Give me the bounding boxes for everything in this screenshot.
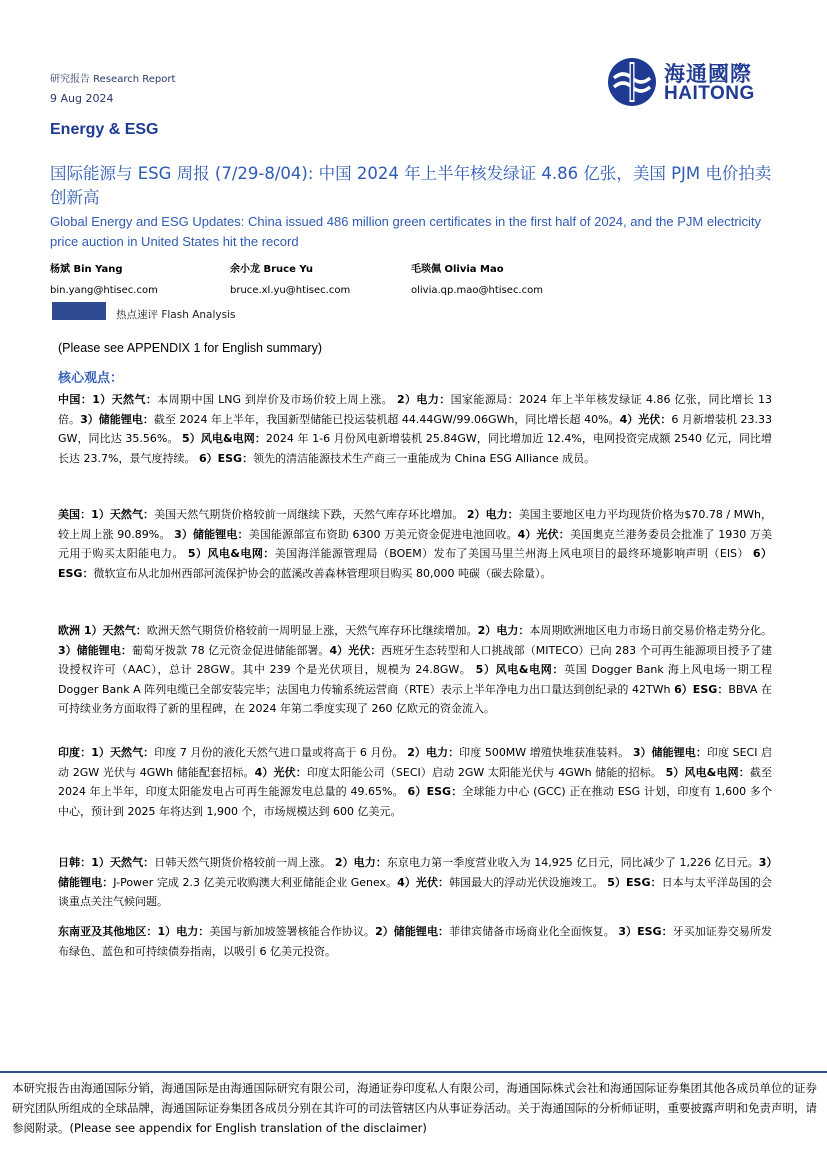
item-label: 2）电力： — [466, 508, 519, 521]
item-text: 印度 500MW 增殖快堆获准装料。 — [459, 746, 630, 759]
item-label: 3）储能锂电： — [80, 412, 154, 426]
item-text: 美国海洋能源管理局（BOEM）发布了美国马里兰州海上风电项目的最终环境影响声明（EIS） — [274, 547, 749, 560]
item-label: 6）ESG： — [674, 682, 729, 696]
item-label: 3）储能锂电： — [632, 746, 707, 759]
item-text: 截至 2024 年上半年，我国新型储能已投运装机超 44.44GW/99.06GWh，同比增长超 40%。 — [153, 412, 620, 426]
region-label: 印度： — [58, 746, 92, 759]
item-text: 美国与新加坡签署核能合作协议。 — [209, 925, 376, 938]
item-label: 1）天然气： — [91, 856, 155, 869]
region-label: 中国： — [58, 393, 93, 406]
report-title-zh: 国际能源与 ESG 周报 (7/29-8/04): 中国 2024 年上半年核发绿证 4.86 亿张，美国 PJM 电价拍卖创新高 — [50, 164, 772, 207]
item-text: 截至 2024 年上半年，印度太阳能发电占可再生能源发电总量的 49.65%。 — [58, 765, 772, 798]
item-text: 国家能源局：2024 年上半年核发绿证 4.86 亿张，同比增长 13 倍。 — [58, 393, 773, 426]
item-text: 东京电力第一季度营业收入为 14,925 亿日元，同比减少了 1,226 亿日元。 — [386, 856, 759, 869]
item-label: 2）电力： — [407, 746, 460, 759]
haitong-logo-icon — [606, 56, 658, 108]
item-label: 1）天然气： — [91, 746, 155, 759]
item-text: 领先的清洁能源技术生产商三一重能成为 China ESG Alliance 成员。 — [253, 451, 596, 465]
item-label: 5）风电&电网： — [475, 663, 565, 676]
item-text: 欧洲天然气期货价格较前一周明显上涨，天然气库存环比继续增加。 — [146, 624, 478, 637]
analyst-name: 毛琰佩 Olivia Mao — [411, 264, 504, 275]
analyst-name: 杨斌 Bin Yang — [50, 264, 123, 275]
analyst-email[interactable]: bruce.xl.yu@htisec.com — [230, 285, 351, 296]
item-label: 5）ESG： — [607, 875, 662, 889]
item-label: 5）风电&电网： — [182, 432, 266, 445]
region-label: 东南亚及其他地区： — [58, 925, 158, 938]
item-text: 日韩天然气期货价格较前一周上涨。 — [154, 856, 332, 869]
item-text: 美国主要地区电力平均现货价格为$70.78 / MWh，较上周上涨 90.89%。 — [58, 508, 773, 541]
item-label: 4）光伏： — [329, 643, 382, 657]
item-label: 2）储能锂电： — [375, 925, 450, 938]
item-text: 全球能力中心 (GCC) 正在推动 ESG 计划，印度有 1,600 多个中心，预计到 2025 年将达到 1,900 个，市场规模达到 600 亿美元。 — [58, 785, 772, 818]
analyst-3 — [411, 260, 543, 296]
item-text: 牙买加证券交易所发布绿色、蓝色和可持续债券指南，以吸引 6 亿美元投资。 — [58, 925, 773, 958]
section-india — [58, 743, 772, 821]
item-label: 3）ESG： — [618, 925, 673, 938]
item-text: 印度太阳能公司（SECI）启动 2GW 太阳能光伏与 4GWh 储能的招标。 — [306, 765, 662, 779]
analyst-2 — [230, 260, 350, 296]
item-label: 4）光伏： — [517, 527, 570, 541]
item-text: 本周期中国 LNG 到岸价及市场价较上周上涨。 — [157, 393, 394, 406]
logo-text-en: HAITONG — [664, 83, 755, 104]
analyst-email[interactable]: bin.yang@htisec.com — [50, 285, 158, 296]
item-text: J-Power 完成 2.3 亿美元收购澳大利亚储能企业 Genex。 — [113, 875, 398, 889]
item-label: 3）储能锂电： — [174, 527, 249, 541]
item-text: 西班牙生态转型和人口挑战部（MITECO）已向 283 个可再生能源项目授予了建设授权许可（AAC），总计 28GW。其中 239 个是光伏项目，规模为 24.8GW。 — [58, 643, 773, 676]
analyst-email[interactable]: olivia.qp.mao@htisec.com — [411, 285, 543, 296]
region-label: 美国： — [58, 508, 92, 521]
item-text: 美国能源部宣布资助 6300 万美元资金促进电池回收。 — [248, 527, 518, 541]
item-text: 美国奥克兰港务委员会批准了 1930 万美元用于购买太阳能电力。 — [58, 527, 773, 560]
item-label: 6）ESG： — [407, 785, 463, 798]
item-text: 印度 7 月份的液化天然气进口量或将高于 6 月份。 — [154, 746, 404, 759]
item-text: 日本与太平洋岛国的会谈重点关注气候问题。 — [58, 875, 773, 908]
item-text: 本周期欧洲地区电力市场日前交易价格走势分化。 — [529, 624, 773, 637]
item-text: 韩国最大的浮动光伏设施竣工。 — [449, 875, 604, 889]
report-type: 研究报告 Research Report — [50, 74, 176, 85]
report-title-en: Global Energy and ESG Updates: China issued 486 million green certificates in the first half of 2024, and the PJM electricity price auction in United States hit the record — [50, 214, 762, 249]
section-usa — [58, 505, 772, 583]
analyst-1 — [50, 260, 158, 296]
report-date: 9 Aug 2024 — [50, 92, 114, 105]
item-label: 2）电力： — [334, 856, 387, 869]
item-label: 4）光伏： — [254, 765, 307, 779]
haitong-logo — [606, 56, 772, 108]
section-china — [58, 390, 772, 468]
item-label: 1）天然气： — [92, 393, 158, 406]
item-text: 菲律宾储备市场商业化全面恢复。 — [449, 925, 615, 938]
item-label: 3）储能锂电： — [58, 856, 773, 889]
item-label: 6）ESG： — [58, 547, 773, 580]
item-label: 4）光伏： — [397, 875, 450, 889]
item-label: 1）天然气： — [83, 624, 147, 637]
item-label: 5）风电&电网： — [665, 765, 750, 779]
footer-divider — [0, 1071, 827, 1073]
item-label: 1）电力： — [157, 925, 210, 938]
item-text: 印度 SECI 启动 2GW 光伏与 4GWh 储能配套招标。 — [58, 746, 773, 779]
item-label: 6）ESG： — [198, 451, 254, 465]
item-text: BBVA 在可持续业务方面取得了新的里程碑，在 2024 年第二季度实现了 260 亿欧元的资金流入。 — [58, 682, 772, 715]
flash-analysis-marker — [52, 302, 106, 320]
appendix-note: (Please see APPENDIX 1 for English summary) — [58, 341, 322, 355]
item-text: 葡萄牙拨款 78 亿元资金促进储能部署。 — [131, 643, 330, 657]
item-text: 微软宣布从北加州西部河流保护协会的蓝溪改善森林管理项目购买 80,000 吨碳（碳去除量）。 — [93, 566, 552, 580]
flash-analysis-label: 热点速评 Flash Analysis — [116, 309, 236, 321]
disclaimer-text: 本研究报告由海通国际分销，海通国际是由海通国际研究有限公司，海通证券印度私人有限公司，海通国际株式会社和海通国际证券集团其他各成员单位的证券研究团队所组成的全球品牌，海通国际证券集团各成员分别在其许可的司法管辖区内从事证券活动。关于海通国际的分析师证明，重要披露声明和免责声明，请参阅附录。(Please see appendix for English translation of the disclaimer) — [12, 1081, 817, 1135]
item-text: 6 月新增装机 23.33 GW，同比达 35.56%。 — [58, 412, 773, 445]
item-label: 2）电力： — [477, 624, 530, 637]
logo-text-zh: 海通國際 — [664, 62, 752, 86]
item-label: 5）风电&电网： — [187, 547, 275, 560]
item-label: 1）天然气： — [91, 508, 155, 521]
item-label: 4）光伏： — [619, 412, 672, 426]
item-label: 3）储能锂电： — [58, 643, 132, 657]
section-europe — [58, 621, 772, 719]
region-label: 欧洲 — [58, 624, 84, 637]
item-text: 2024 年 1-6 月份风电新增装机 25.84GW，同比增加近 12.4%，电网投资完成额 2540 亿元，同比增长达 23.7%，景气度持续。 — [58, 432, 773, 465]
section-southeast-asia — [58, 922, 772, 961]
analyst-name: 余小龙 Bruce Yu — [230, 264, 313, 275]
sector-title: Energy & ESG — [50, 121, 159, 138]
region-label: 日韩： — [58, 856, 92, 869]
item-text: 英国 Dogger Bank 海上风电场一期工程 Dogger Bank A 阵列电缆已全部安装完毕；法国电力传输系统运营商（RTE）表示上半年净电力出口量达到创纪录的 42TWh — [58, 663, 772, 696]
section-japan-korea — [58, 853, 772, 912]
item-label: 2）电力： — [396, 393, 451, 406]
core-views-title: 核心观点： — [58, 371, 124, 386]
item-text: 美国天然气期货价格较前一周继续下跌，天然气库存环比增加。 — [154, 508, 464, 521]
